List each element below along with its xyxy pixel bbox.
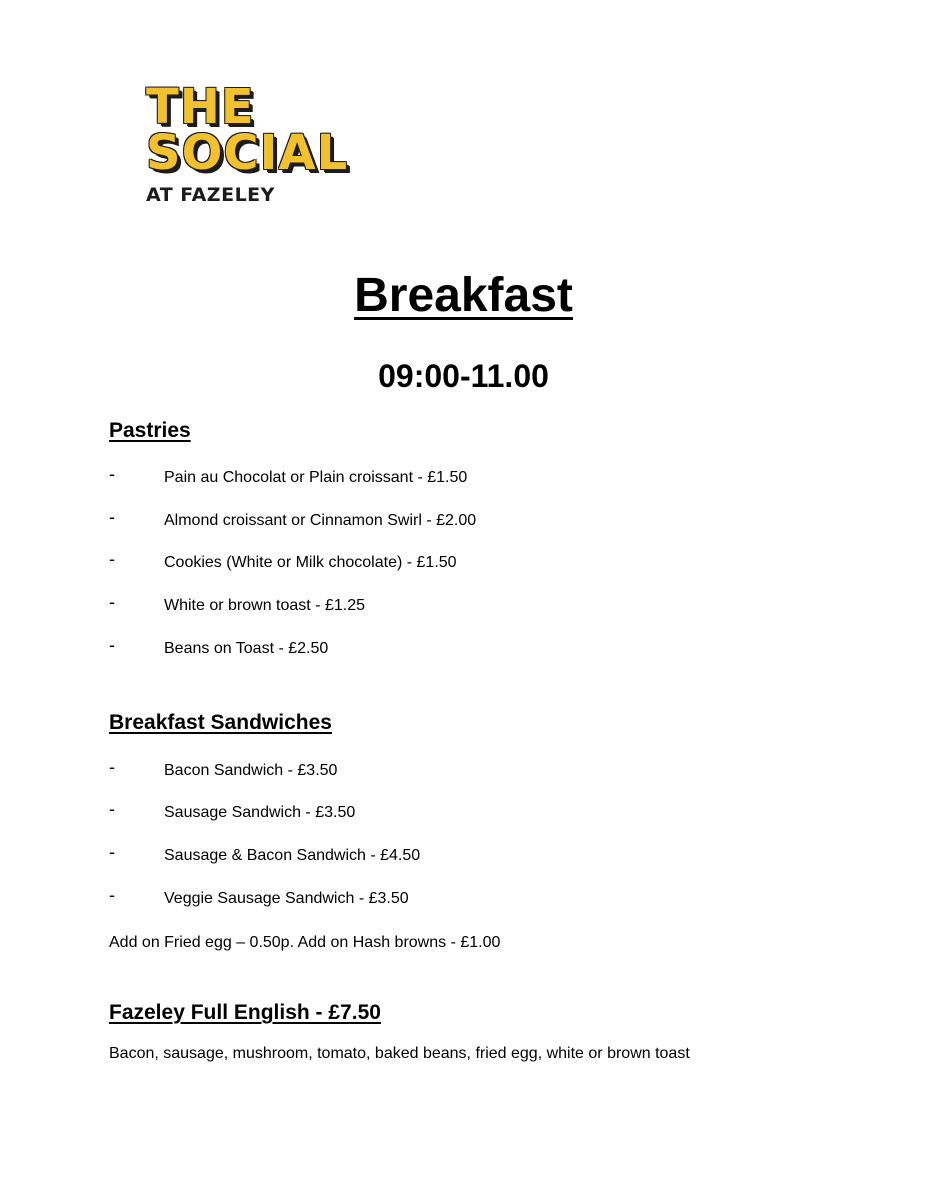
bullet-dash: - [109,842,115,862]
page-title: Breakfast [354,269,573,322]
menu-item [109,799,809,827]
menu-item-text: White or brown toast - £1.25 [164,597,365,614]
bullet-dash: - [109,507,115,527]
section-heading-sandwiches: Breakfast Sandwiches [109,711,332,734]
bullet-dash: - [109,549,115,569]
section-heading-pastries: Pastries [109,419,191,442]
menu-item [109,507,809,535]
menu-item-text: Sausage Sandwich - £3.50 [164,804,356,821]
menu-item [109,885,809,913]
logo [146,79,386,206]
bullet-dash: - [109,799,115,819]
bullet-dash: - [109,635,115,655]
logo-line-at-fazeley: AT FAZELEY [146,184,275,206]
addons-note: Add on Fried egg – 0.50p. Add on Hash browns - £1.00 [109,934,501,951]
menu-item-text: Sausage & Bacon Sandwich - £4.50 [164,847,421,864]
menu-item-text: Bacon Sandwich - £3.50 [164,762,338,779]
full-english-description: Bacon, sausage, mushroom, tomato, baked beans, fried egg, white or brown toast [109,1045,690,1062]
bullet-dash: - [109,592,115,612]
menu-item [109,842,809,870]
logo-line-social: SOCIAL [146,125,349,181]
menu-item-text: Almond croissant or Cinnamon Swirl - £2.00 [164,512,477,529]
section-heading-full-english: Fazeley Full English - £7.50 [109,1001,381,1024]
bullet-dash: - [109,757,115,777]
menu-item [109,592,809,620]
bullet-dash: - [109,885,115,905]
bullet-dash: - [109,464,115,484]
menu-item-text: Veggie Sausage Sandwich - £3.50 [164,890,409,907]
logo-line-the: THE [146,79,255,135]
menu-item [109,464,809,492]
menu-item [109,635,809,663]
menu-item-text: Beans on Toast - £2.50 [164,640,329,657]
menu-item [109,757,809,785]
opening-hours: 09:00-11.00 [378,358,549,394]
menu-item-text: Pain au Chocolat or Plain croissant - £1.50 [164,469,468,486]
menu-item-text: Cookies (White or Milk chocolate) - £1.50 [164,554,457,571]
menu-item [109,549,809,577]
